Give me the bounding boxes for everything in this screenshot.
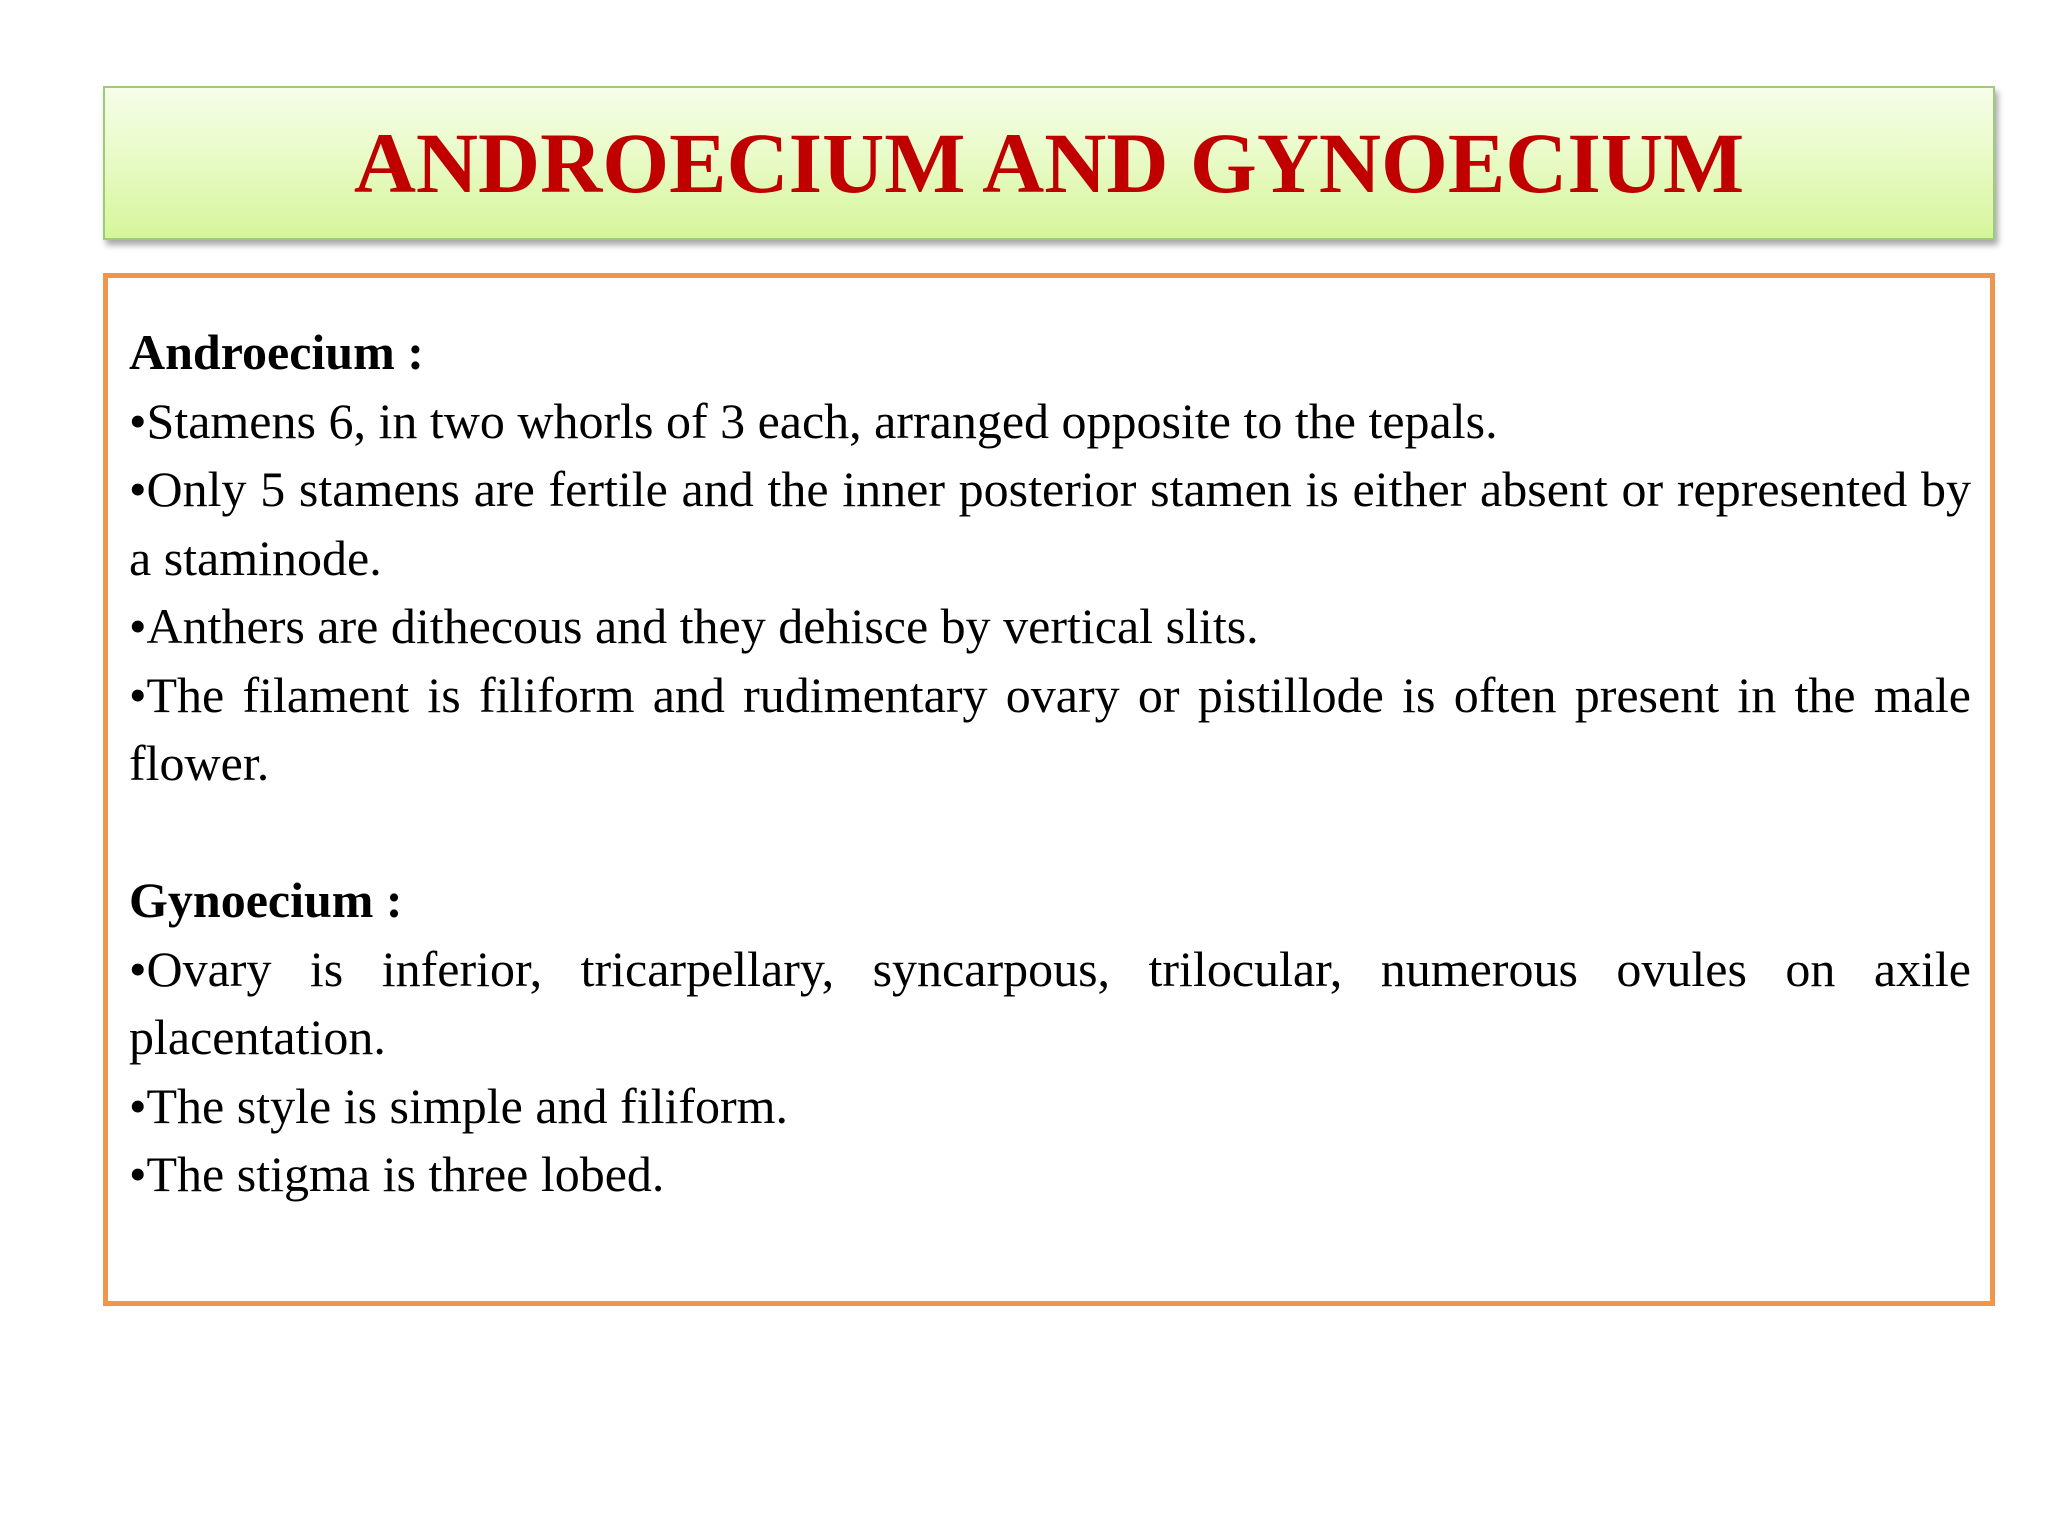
gynoecium-bullet-1: •Ovary is inferior, tricarpellary, syncarpous, trilocular, numerous ovules on axile placentation. (129, 940, 1971, 1065)
gynoecium-heading: Gynoecium : (129, 872, 403, 928)
content-body (129, 318, 1971, 1209)
androecium-bullet-1: •Stamens 6, in two whorls of 3 each, arranged opposite to the tepals. (129, 392, 1498, 449)
content-box (103, 273, 1995, 1306)
gynoecium-bullet-2: •The style is simple and filiform. (129, 1077, 789, 1134)
section-spacer (129, 798, 1971, 867)
gynoecium-bullet-3: •The stigma is three lobed. (129, 1146, 665, 1202)
androecium-heading: Androecium : (129, 324, 424, 380)
androecium-bullet-4: •The filament is filiform and rudimentary ovary or pistillode is often present in the male flower. (129, 666, 1971, 791)
slide-title: ANDROECIUM AND GYNOECIUM (353, 115, 1745, 211)
androecium-bullet-3: •Anthers are dithecous and they dehisce by vertical slits. (129, 598, 1259, 654)
androecium-bullet-2: •Only 5 stamens are fertile and the inner posterior stamen is either absent or represented by a staminode. (129, 461, 1971, 586)
slide-title-box (103, 86, 1995, 240)
